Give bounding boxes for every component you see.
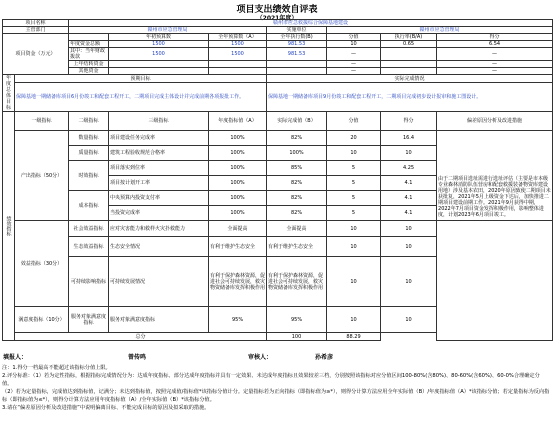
indicator-score: 10 <box>381 221 437 237</box>
goal-label: 年度总体目标 <box>3 75 15 112</box>
filler-label: 填报人： <box>3 354 28 361</box>
indicator-actual: 95% <box>267 307 327 333</box>
notes <box>2 364 550 412</box>
indicator-weight: 5 <box>327 161 381 176</box>
unit-value: 赣州市应急管理局 <box>327 27 553 34</box>
project-name-label: 项目名称 <box>3 20 69 27</box>
level1-output: 产出指标（50分） <box>15 131 69 221</box>
funds-cell <box>209 61 267 68</box>
indicator-target: 全面提高 <box>209 221 267 237</box>
funds-cell: 981.53 <box>267 48 327 61</box>
ind-header: 一级指标 <box>15 112 69 131</box>
indicator-weight: 10 <box>327 307 381 333</box>
total-score: 88.29 <box>327 333 381 341</box>
indicator-name: 可持续发展情况 <box>109 257 209 307</box>
level2-ecological: 生态效益指标 <box>69 237 109 257</box>
funds-cell: — <box>437 68 553 75</box>
note-line: 注：1.得分一档最高不能超过该指标分值上限。 <box>2 365 111 371</box>
indicator-score: 4.1 <box>381 206 437 221</box>
indicator-weight: 10 <box>327 146 381 161</box>
funds-cell <box>109 68 209 75</box>
funds-cell: 1500 <box>109 48 209 61</box>
funds-cell: 0.65 <box>381 41 437 48</box>
funds-cell <box>381 68 437 75</box>
indicator-name: 服务对象满意度指标 <box>109 307 209 333</box>
indicator-score: 4.25 <box>381 161 437 176</box>
indicator-weight: 10 <box>327 221 381 237</box>
indicator-name: 生态安全情况 <box>109 237 209 257</box>
indicator-target: 100% <box>209 161 267 176</box>
indicator-target: 有利于保护森林资源，促进社会可持续发展，救灾物资储备库发挥积极作用 <box>209 257 267 307</box>
funds-row-label: 其中：当年财政拨款 <box>69 48 109 61</box>
indicator-actual: 82% <box>267 131 327 146</box>
unit-label: 实施单位 <box>267 27 327 34</box>
indicator-score: 10 <box>381 237 437 257</box>
project-name: 赣州市应急救援综合保障基地建设 <box>69 20 553 27</box>
funds-row-label: 其他资金 <box>69 68 109 75</box>
funds-cell: 10 <box>327 41 381 48</box>
ind-header: 三级指标 <box>109 112 209 131</box>
indicator-weight: 20 <box>327 131 381 146</box>
indicator-actual: 85% <box>267 161 327 176</box>
indicator-target: 100% <box>209 206 267 221</box>
funds-cell: 981.53 <box>267 41 327 48</box>
indicator-weight: 5 <box>327 206 381 221</box>
note-line: 2.评分标准：（1）若为定性指标，根据指标完成情况分为：达成年度指标、部分达成年度指标并具有一定效果、未达成年度指标且效果较差三档，分别按照该指标对应分值区间100-80%(含80%)、80-60%(含60%)、60-0%合理确定分值。 <box>2 373 540 387</box>
funds-cell <box>381 61 437 68</box>
indicator-actual: 有利于保护森林资源，促进社会可持续发展，救灾物资储备库发挥积极作用 <box>267 257 327 307</box>
indicator-target: 100% <box>209 131 267 146</box>
dept-label: 主管部门 <box>3 27 69 34</box>
funds-header: 全年执行数(B) <box>267 34 327 41</box>
funds-row-label: 上年结转资金 <box>69 61 109 68</box>
indicator-weight: 5 <box>327 176 381 191</box>
actual-goal-header: 实际完成情况 <box>267 75 553 83</box>
level2-cost: 成本指标 <box>69 191 109 221</box>
indicator-name: 建筑工程验收规范合格率 <box>109 146 209 161</box>
level1-satisfaction: 满意度指标（10分） <box>15 307 69 333</box>
funds-cell: 1500 <box>209 41 267 48</box>
deviation-note: 由于二期项目选址需进行选址评估（主要是市本级专业森林消防队伍营房和配套救援装备物资库建设用地）涉及基本农田，2020年原因致使二期项目未获批复，2021年5月上级资金下达后，加快推进二期项目建设前期工作。2021年9月获得中期，2022年7月项目资金发挥积极作用，影响整体进度，计划2023年6月项目竣工。 <box>437 131 553 221</box>
indicator-actual: 全面提高 <box>267 221 327 237</box>
indicator-score: 4.1 <box>381 176 437 191</box>
self-evaluation-table <box>2 19 553 341</box>
indicator-weight: 5 <box>327 191 381 206</box>
indicator-target: 100% <box>209 176 267 191</box>
indicator-section-label: 绩效指标 <box>3 112 15 341</box>
level2-timeliness: 时效指标 <box>69 161 109 191</box>
note-line: 3.请在“偏差原因分析及改进措施”中说明偏离目标、不能完成目标的原因及拟采取的措施。 <box>2 405 210 411</box>
level2-social: 社会效益指标 <box>69 221 109 237</box>
indicator-name: 当投资完成率 <box>109 206 209 221</box>
reviewer-label: 审核人： <box>248 354 273 361</box>
level2-quality: 质量指标 <box>69 146 109 161</box>
indicator-score: 10 <box>381 146 437 161</box>
funds-cell: 1500 <box>109 41 209 48</box>
indicator-weight: 10 <box>327 237 381 257</box>
level2-quantity: 数量指标 <box>69 131 109 146</box>
total-weight: 100 <box>267 333 327 341</box>
indicator-actual: 82% <box>267 206 327 221</box>
indicator-name: 项目建设任务完成率 <box>109 131 209 146</box>
indicator-score: 10 <box>381 307 437 333</box>
indicator-actual: 100% <box>267 146 327 161</box>
indicator-target: 95% <box>209 307 267 333</box>
funds-cell <box>267 61 327 68</box>
funds-header: 得分 <box>437 34 553 41</box>
funds-cell <box>267 68 327 75</box>
expected-goal-text: 保障基地一期储备库项目6月份竣工和配套工程开工，二期项目完成主体设计并完成前期各项报批工作。 <box>15 83 267 112</box>
reviewer-name: 孙希彦 <box>315 354 334 361</box>
ind-header: 分值 <box>327 112 381 131</box>
indicator-score: 4.1 <box>381 191 437 206</box>
funds-cell: — <box>437 61 553 68</box>
indicator-actual: 有利于维护生态安全 <box>267 237 327 257</box>
ind-header: 实际完成值（B） <box>267 112 327 131</box>
indicator-name: 应对灾害能力和救样火灾扑救能力 <box>109 221 209 237</box>
indicator-target: 100% <box>209 146 267 161</box>
ind-header: 年度指标值（A） <box>209 112 267 131</box>
funds-cell <box>209 68 267 75</box>
funds-cell: 6.54 <box>437 41 553 48</box>
funds-header: 全年预算数（A） <box>209 34 267 41</box>
level1-effect: 效益指标（30分） <box>15 221 69 307</box>
total-label: 总分 <box>15 333 267 341</box>
funds-header: 分值 <box>327 34 381 41</box>
funds-label: 项目资金（万元） <box>3 34 69 75</box>
funds-cell: — <box>327 68 381 75</box>
expected-goal-header: 预期目标 <box>15 75 267 83</box>
ind-header: 二级指标 <box>69 112 109 131</box>
indicator-name: 项目落实到位率 <box>109 161 209 176</box>
funds-row-label: 年度资金总额 <box>69 41 109 48</box>
document-year: （2021年度） <box>256 15 298 22</box>
funds-cell <box>109 61 209 68</box>
funds-header: 执行率(B/A) <box>381 34 437 41</box>
indicator-target: 有利于维护生态安全 <box>209 237 267 257</box>
indicator-name: 中央预算内投资支付率 <box>109 191 209 206</box>
funds-cell: — <box>437 48 553 61</box>
level2-service: 服务对象满意度指标 <box>69 307 109 333</box>
indicator-target: 100% <box>209 191 267 206</box>
indicator-actual: 82% <box>267 176 327 191</box>
funds-cell: — <box>327 48 381 61</box>
actual-goal-text: 保障基地一期储备库项目9月份竣工和配套工程开工，二期项目完成初步设计报审和施工图设计。 <box>267 83 553 112</box>
note-line: （2）若为定量指标，完成值达到指标值，记满分；未达到指标值，按照完成值/指标值*该指标分值计分。定量指标若为正向指标（即指标值为≥*），则得分计算方法应用全年实际值（B）/年度指标值（A）*该指标分值；若定量指标为反向指标（即指标值为≤*），则得分计算方法应用年度指标值（A）/全年实际值（B）*该指标分值。 <box>2 389 550 403</box>
funds-cell: 1500 <box>209 48 267 61</box>
document-title: 项目支出绩效自评表 <box>236 5 318 15</box>
filler-name: 曾传鸣 <box>128 354 147 361</box>
indicator-score: 10 <box>381 257 437 307</box>
indicator-actual: 82% <box>267 191 327 206</box>
level2-sustainable: 可持续影响指标 <box>69 257 109 307</box>
funds-cell: — <box>327 61 381 68</box>
indicator-name: 项目按计划开工率 <box>109 176 209 191</box>
indicator-score: 16.4 <box>381 131 437 146</box>
dept-value: 赣州市应急管理局 <box>69 27 267 34</box>
indicator-weight: 10 <box>327 257 381 307</box>
funds-header: 年初预算数 <box>109 34 209 41</box>
ind-header: 得分 <box>381 112 437 131</box>
ind-header: 偏差原因分析及改进措施 <box>437 112 553 131</box>
funds-cell <box>381 48 437 61</box>
